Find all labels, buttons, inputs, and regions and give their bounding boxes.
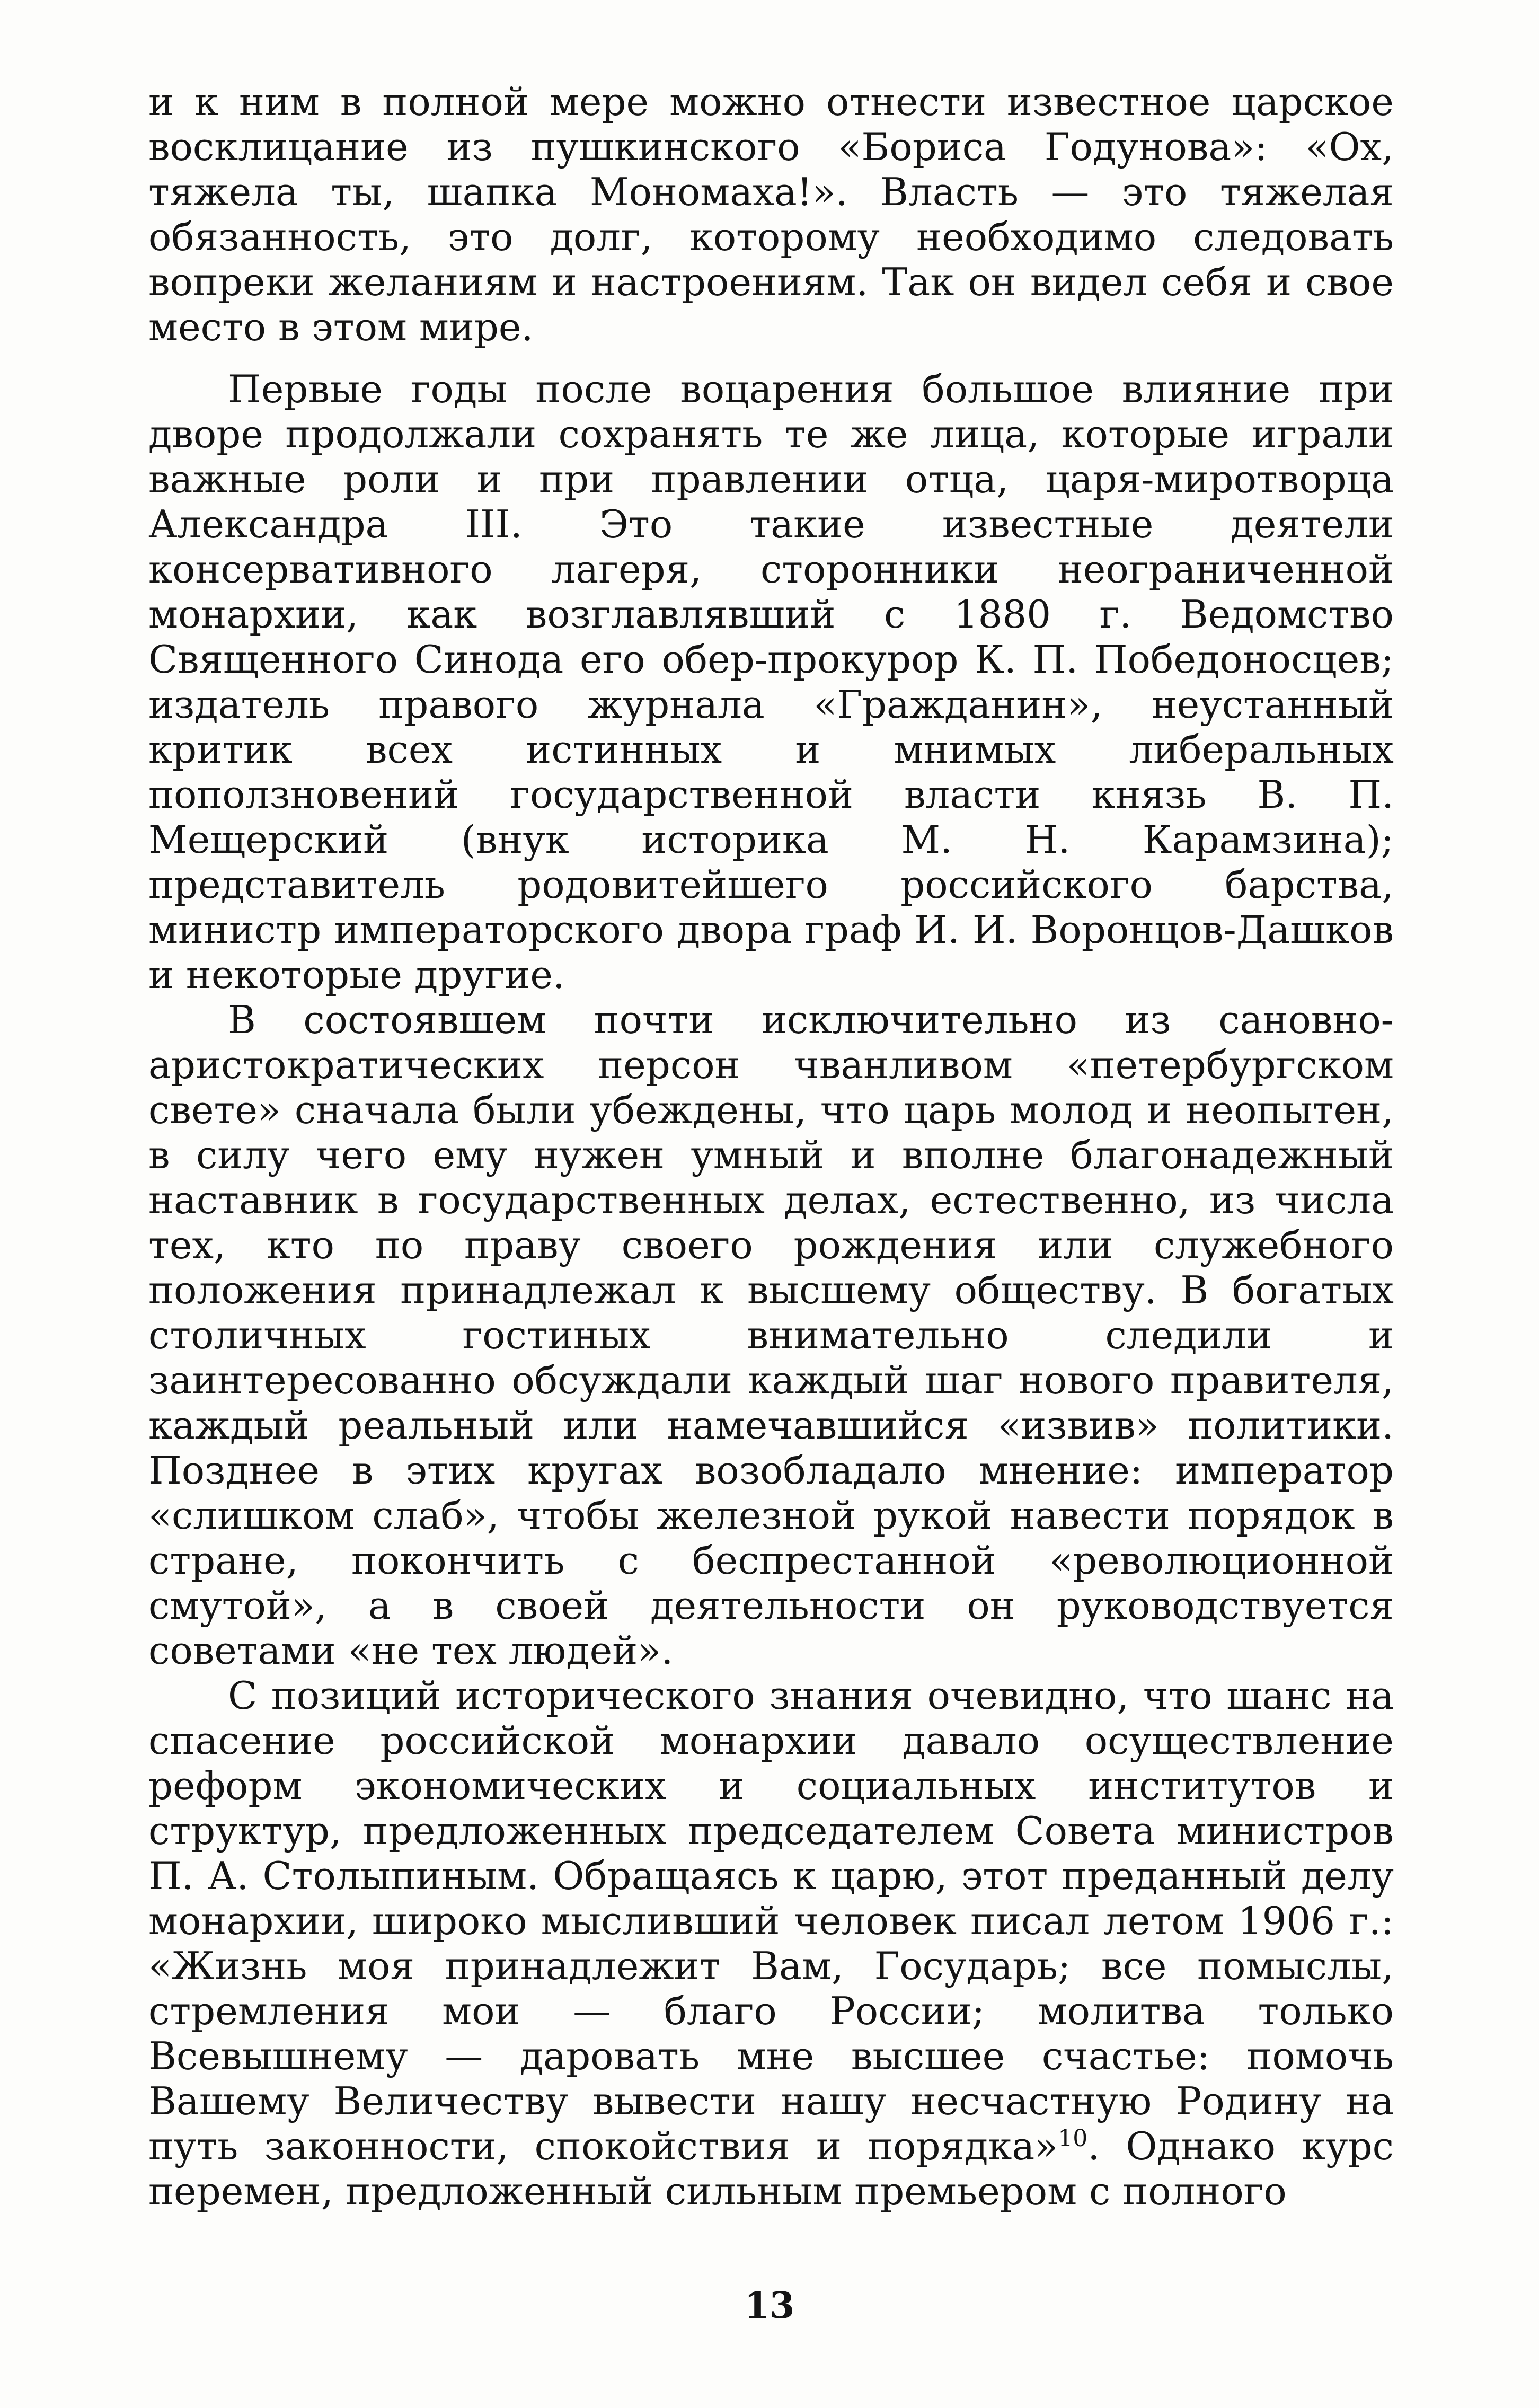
paragraph-3: В состоявшем почти исключительно из сановно-аристократических персон чванливом «петербургском свете» сначала были убеждены, что царь молод и неопытен, в силу чего ему нужен умный и вполне благонадежный наставник в государственных делах, естественно, из числа тех, кто по праву своего рождения или служебного положения принадлежал к высшему обществу. В богатых столичных гостиных внимательно следили и заинтересованно обсуждали каждый шаг нового правителя, каждый реальный или намечавшийся «извив» политики. Позднее в этих кругах возобладало мнение: император «слишком слаб», чтобы железной рукой навести порядок в стране, покончить с беспрестанной «революционной смутой», а в своей деятельности он руководствуется советами «не тех людей». <box>148 998 1394 1673</box>
paragraph-1: и к ним в полной мере можно отнести известное царское восклицание из пушкинского «Бориса Годунова»: «Ох, тяжела ты, шапка Мономаха!». Власть — это тяжелая обязанность, это долг, которому необходимо следовать вопреки желаниям и настроениям. Так он видел себя и свое место в этом мире. <box>148 80 1394 349</box>
paragraph-4 <box>148 1673 1394 2214</box>
body-text <box>148 80 1394 2214</box>
paragraph-2: Первые годы после воцарения большое влияние при дворе продолжали сохранять те же лица, которые играли важные роли и при правлении отца, царя-миротворца Александра III. Это такие известные деятели консервативного лагеря, сторонники неограниченной монархии, как возглавлявший с 1880 г. Ведомство Священного Синода его обер-прокурор К. П. Победоносцев; издатель правого журнала «Гражданин», неустанный критик всех истинных и мнимых либеральных поползновений государственной власти князь В. П. Мещерский (внук историка М. Н. Карамзина); представитель родовитейшего российского барства, министр императорского двора граф И. И. Воронцов-Дашков и некоторые другие. <box>148 367 1394 997</box>
paragraph-4-text-before: С позиций исторического знания очевидно, что шанс на спасение российской монархии давало осуществление реформ экономических и социальных институтов и структур, предложенных председателем Совета министров П. А. Столыпиным. Обращаясь к царю, этот преданный делу монархии, широко мысливший человек писал летом 1906 г.: «Жизнь моя принадлежит Вам, Государь; все помыслы, стремления мои — благо России; молитва только Всевышнему — даровать мне высшее счастье: помочь Вашему Величеству вывести нашу несчастную Родину на путь законности, спокойствия и порядка» <box>148 1673 1394 2168</box>
paragraph-4-text-after: . Однако курс перемен, предложенный сильным премьером с полного <box>148 2124 1394 2213</box>
page-number: 13 <box>744 2284 795 2327</box>
footnote-reference: 10 <box>1058 2125 1088 2152</box>
